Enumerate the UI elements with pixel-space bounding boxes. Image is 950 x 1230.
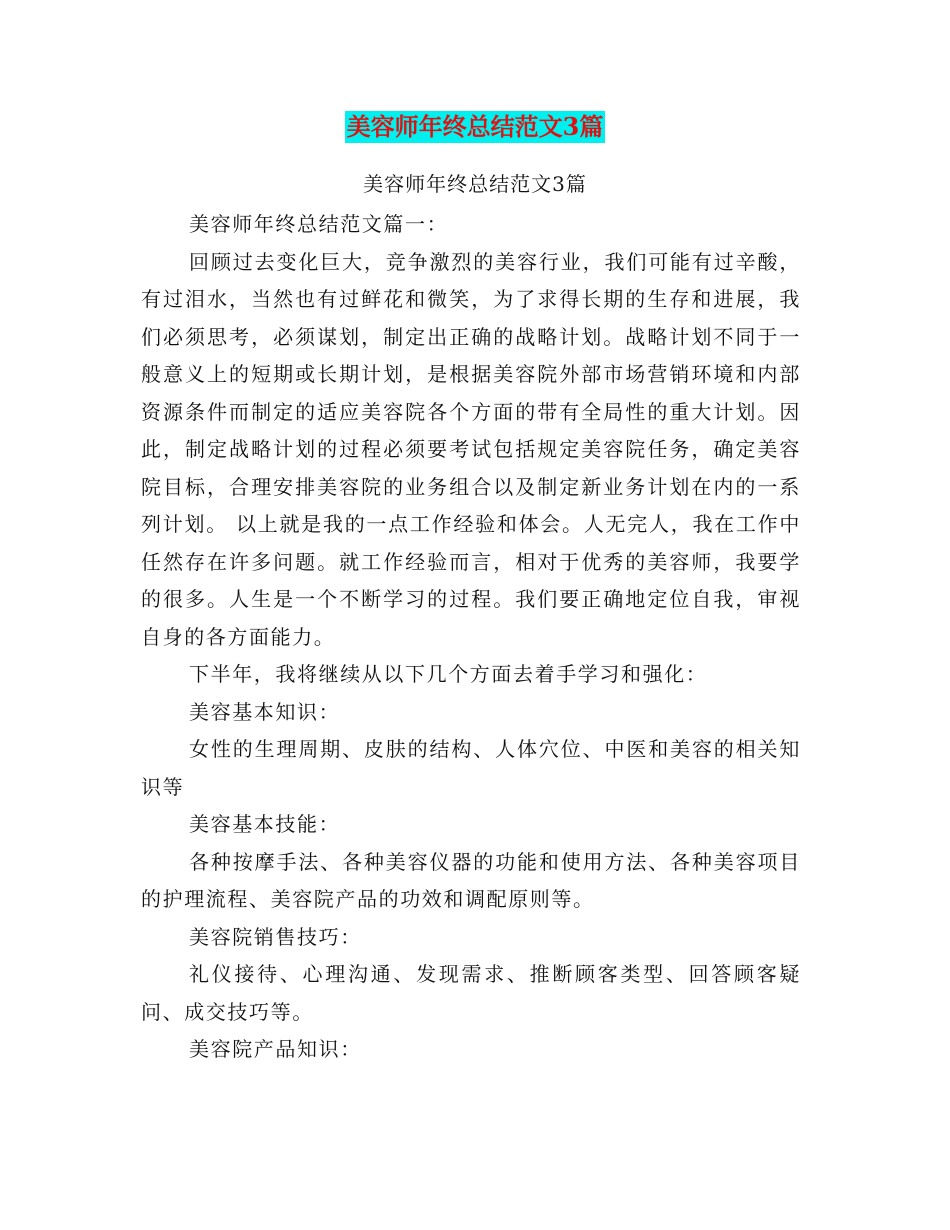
document-title: 美容师年终总结范文3篇 (346, 112, 604, 141)
document-body (141, 206, 801, 1069)
section-heading-basic-skills: 美容基本技能： (189, 812, 341, 836)
paragraph-review: 回顾过去变化巨大，竞争激烈的美容行业，我们可能有过辛酸，有过泪水，当然也有过鲜花和微笑，为了求得长期的生存和进展，我们必须思考，必须谋划，制定出正确的战略计划。战略计划不同于一般意义上的短期或长期计划，是根据美容院外部市场营销环境和内部资源条件而制定的适应美容院各个方面的带有全局性的重大计划。因此，制定战略计划的过程必须要考试包括规定美容院任务，确定美容院目标，合理安排美容院的业务组合以及制定新业务计划在内的一系列计划。 以上就是我的一点工作经验和体会。人无完人，我在工作中任然存在许多问题。就工作经验而言，相对于优秀的美容师，我要学的很多。人生是一个不断学习的过程。我们要正确地定位自我，审视自身的各方面能力。 (141, 249, 801, 649)
title-container (0, 111, 950, 143)
paragraph-sales-skills: 礼仪接待、心理沟通、发现需求、推断顾客类型、回答顾客疑问、成交技巧等。 (141, 962, 801, 1024)
section-heading-basic-knowledge: 美容基本知识： (189, 699, 341, 724)
paragraph-plan-intro: 下半年，我将继续从以下几个方面去着手学习和强化： (189, 662, 708, 686)
section-heading-product-knowledge: 美容院产品知识： (189, 1037, 362, 1061)
paragraph-basic-skills: 各种按摩手法、各种美容仪器的功能和使用方法、各种美容项目的护理流程、美容院产品的功效和调配原则等。 (141, 849, 801, 911)
document-subtitle: 美容师年终总结范文3篇 (363, 172, 587, 196)
section-heading-sales-skills: 美容院销售技巧： (189, 924, 362, 949)
paragraph-heading-part-one: 美容师年终总结范文篇一： (189, 212, 449, 236)
paragraph-basic-knowledge: 女性的生理周期、皮肤的结构、人体穴位、中医和美容的相关知识等 (141, 737, 801, 799)
